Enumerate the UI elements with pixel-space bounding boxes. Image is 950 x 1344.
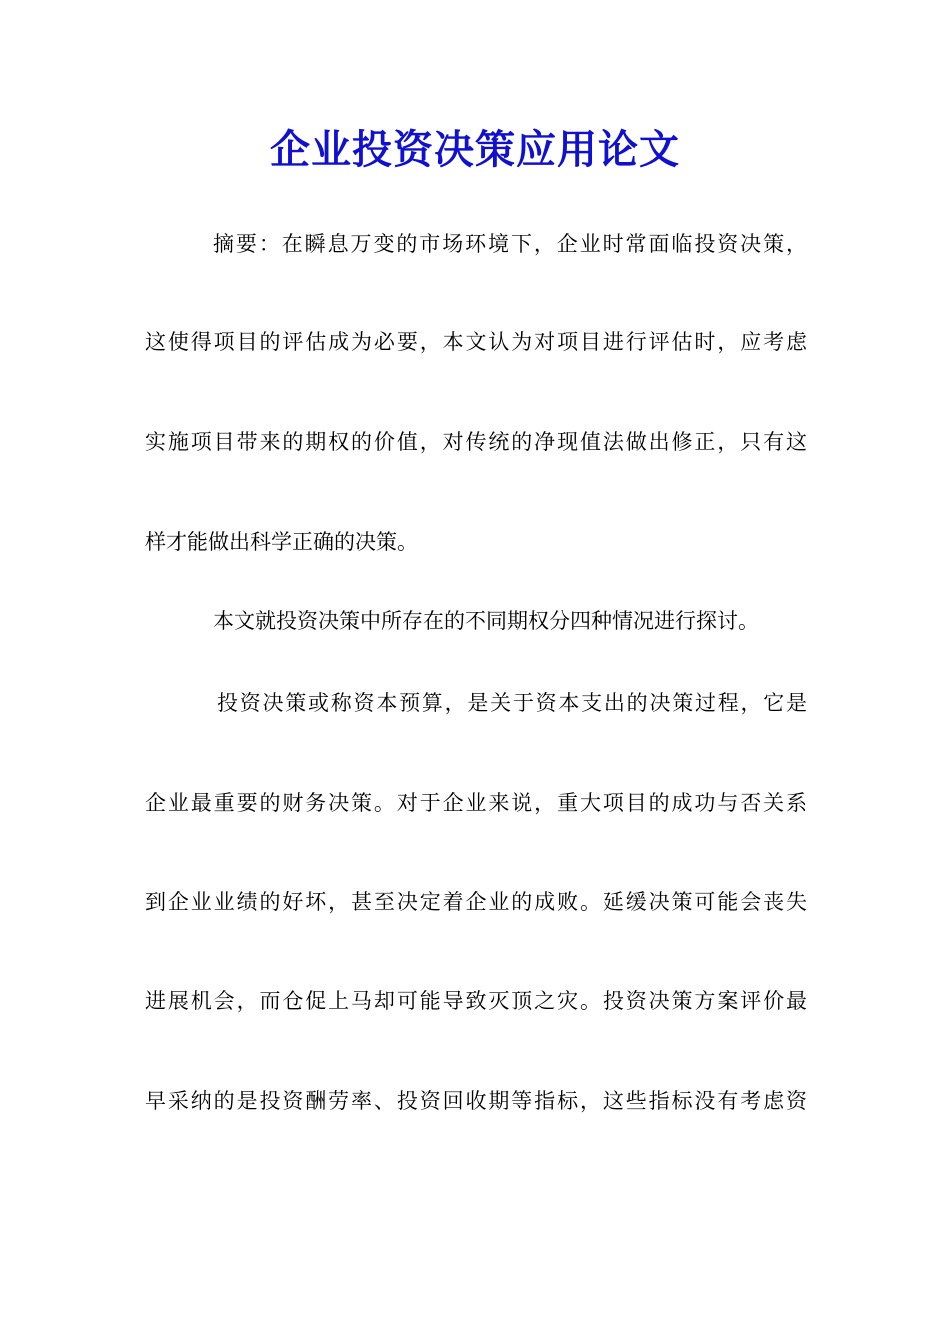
paragraph-line-body-4: 进展机会，而仓促上马却可能导致灭顶之灾。投资决策方案评价最 [145,989,807,1013]
paragraph-line-body-2: 企业最重要的财务决策。对于企业来说，重大项目的成功与否关系 [145,791,807,815]
paragraph-line-abstract-2: 这使得项目的评估成为必要，本文认为对项目进行评估时，应考虑 [145,330,807,354]
paragraph-line-abstract-3: 实施项目带来的期权的价值，对传统的净现值法做出修正，只有这 [145,430,807,454]
document-title: 企业投资决策应用论文 [270,126,680,173]
paragraph-line-body-5: 早采纳的是投资酬劳率、投资回收期等指标，这些指标没有考虑资 [145,1089,807,1113]
paragraph-line-abstract-4: 样才能做出科学正确的决策。 [145,530,418,554]
paragraph-line-body-3: 到企业业绩的好坏，甚至决定着企业的成败。延缓决策可能会丧失 [145,890,807,914]
paragraph-line-body-1: 投资决策或称资本预算，是关于资本支出的决策过程，它是 [217,691,807,715]
paragraph-line-intro: 本文就投资决策中所存在的不同期权分四种情况进行探讨。 [213,609,759,633]
paragraph-line-abstract-1: 摘要：在瞬息万变的市场环境下，企业时常面临投资决策， [213,232,807,256]
